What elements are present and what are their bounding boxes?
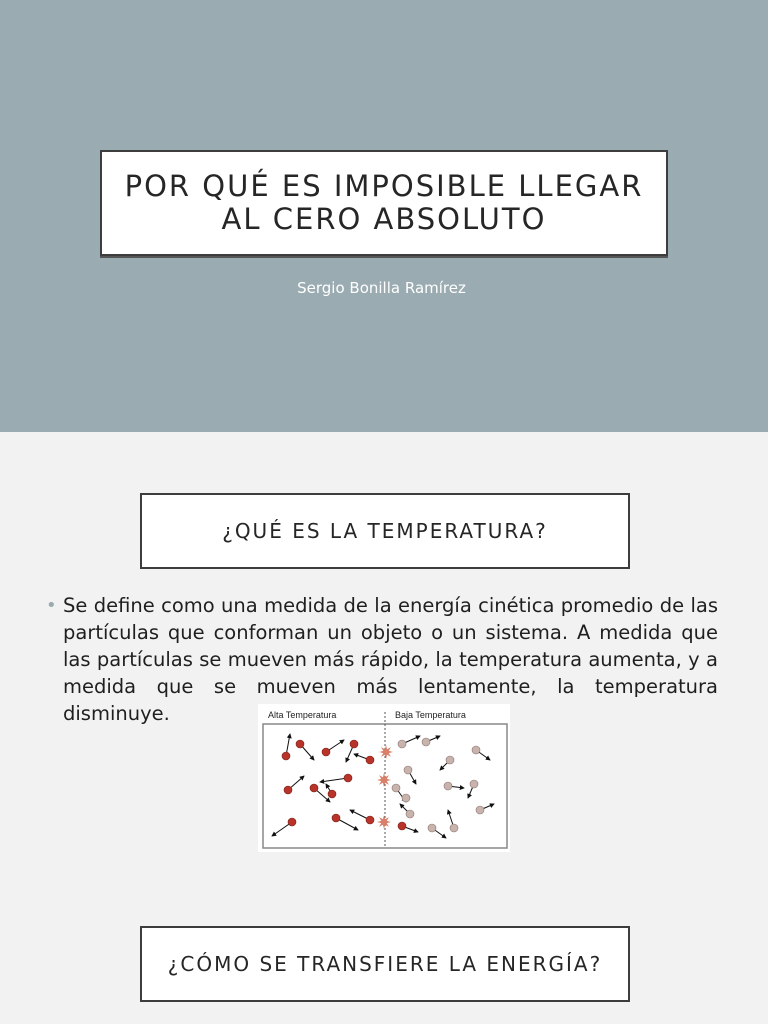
hot-particle-icon: [322, 748, 330, 756]
bullet-dot-icon: •: [46, 595, 57, 616]
cold-particle-icon: [450, 824, 458, 832]
title-slide: [0, 0, 768, 432]
cold-particle-icon: [402, 794, 410, 802]
heading-energy: ¿CÓMO SE TRANSFIERE LA ENERGÍA?: [167, 952, 603, 976]
hot-particle-icon: [328, 790, 336, 798]
hot-particle-icon: [366, 756, 374, 764]
cold-particle-icon: [446, 756, 454, 764]
cold-particle-icon: [444, 782, 452, 790]
hot-particle-icon: [310, 784, 318, 792]
cold-particle-icon: [428, 824, 436, 832]
hot-particle-icon: [332, 814, 340, 822]
cold-particle-icon: [470, 780, 478, 788]
cold-particle-icon: [392, 784, 400, 792]
author-subtitle: Sergio Bonilla Ramírez: [297, 279, 466, 297]
heading-box-energy: [140, 926, 630, 1002]
hot-particle-icon: [296, 740, 304, 748]
hot-particle-icon: [284, 786, 292, 794]
cold-particle-icon: [398, 740, 406, 748]
cold-particle-icon: [476, 806, 484, 814]
title-box: [100, 150, 668, 256]
heading-box-temperature: [140, 493, 630, 569]
hot-particle-icon: [398, 822, 406, 830]
particle-diagram-svg: [258, 704, 510, 852]
heading-temperature: ¿QUÉ ES LA TEMPERATURA?: [222, 519, 548, 543]
label-low-temperature: Baja Temperatura: [395, 710, 466, 720]
hot-particle-icon: [350, 740, 358, 748]
hot-particle-icon: [288, 818, 296, 826]
label-high-temperature: Alta Temperatura: [268, 710, 337, 720]
hot-particle-icon: [344, 774, 352, 782]
hot-particle-icon: [282, 752, 290, 760]
cold-particle-icon: [406, 810, 414, 818]
hot-particle-icon: [366, 816, 374, 824]
cold-particle-icon: [404, 766, 412, 774]
bullet-text: Se define como una medida de la energía cinética promedio de las partículas que conforman un objeto o un sistema. A medida que las partículas se mueven más rápido, la temperatura aumenta, y a medida que se mueven más lentamente, la temperatura disminuye.: [63, 594, 718, 725]
particle-diagram: [258, 704, 510, 852]
content-slide: [0, 432, 768, 1024]
slide-title: POR QUÉ ES IMPOSIBLE LLEGAR AL CERO ABSOLUTO: [124, 169, 644, 236]
cold-particle-icon: [422, 738, 430, 746]
cold-particle-icon: [472, 746, 480, 754]
